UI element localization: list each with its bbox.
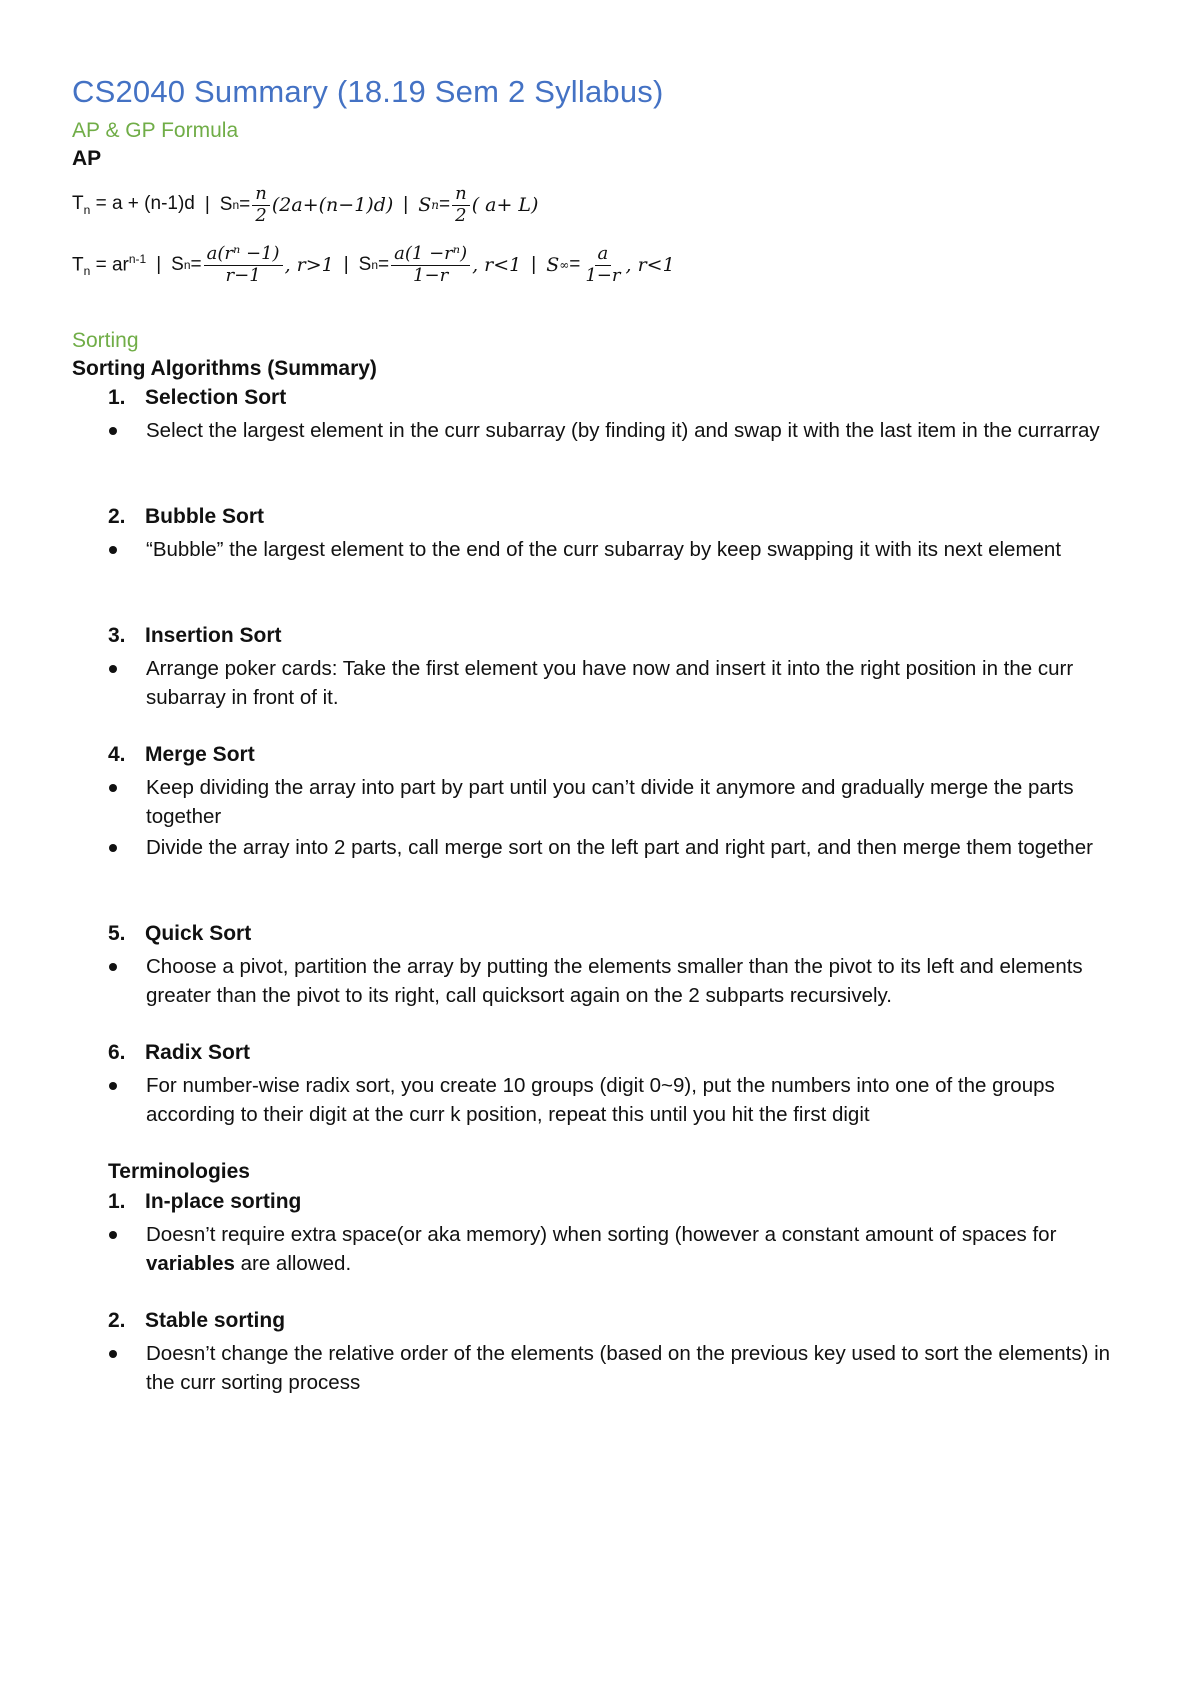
section-heading-ap-gp: AP & GP Formula — [72, 119, 239, 142]
algorithm-heading-radix-sort: 6. Radix Sort — [108, 1041, 251, 1064]
bullet-item: Choose a pivot, partition the array by putting the elements smaller than the pivot to its left and elements greater than the pivot to its right, call quicksort again on the 2 subparts recursively. — [146, 952, 1136, 1010]
algorithm-heading-quick-sort: 5. Quick Sort — [108, 922, 252, 945]
tn-gp-formula: $T_n = ar^{n-1}$ — [72, 251, 147, 279]
bullet-item: Keep dividing the array into part by part until you can’t divide it anymore and gradually merge the parts together — [146, 773, 1136, 831]
sorting-summary-heading: Sorting Algorithms (Summary) — [72, 357, 377, 380]
bullet-item: For number-wise radix sort, you create 10 groups (digit 0~9), put the numbers into one of the groups according to their digit at the curr k position, repeat this until you hit the first digit — [146, 1071, 1136, 1129]
sn-gp-formula-r-gt-1: S n = $\frac{\text{a(rⁿ −1)}}{r-1}$ , r>1 — [171, 242, 334, 286]
bullet-item: Arrange poker cards: Take the first element you have now and insert it into the right position in the curr subarray in front of it. — [146, 654, 1136, 712]
algorithm-heading-bubble-sort: 2. Bubble Sort — [108, 505, 264, 528]
formula-divider: | — [204, 194, 210, 215]
bullet-item: Doesn’t change the relative order of the elements (based on the previous key used to sort the elements) in the curr sorting process — [146, 1339, 1136, 1397]
formula-divider: | — [531, 254, 537, 275]
sn-gp-formula-r-lt-1: S n = $\frac{\text{a(1 −rⁿ)}}{1-r}$ , r<1 — [358, 242, 522, 286]
bullet-item: Select the largest element in the curr subarray (by finding it) and swap it with the last item in the currarray — [146, 416, 1136, 445]
formula-divider: | — [343, 254, 349, 275]
term-heading-in-place-sorting: 1. In-place sorting — [108, 1190, 302, 1213]
bullet-item: Divide the array into 2 parts, call merge sort on the left part and right part, and then merge them together — [146, 833, 1136, 862]
algorithm-heading-insertion-sort: 3. Insertion Sort — [108, 624, 282, 647]
s-infinity-formula: S ∞ = $\frac{a}{1-r}$ , r<1 — [546, 242, 675, 286]
gp-formula-line — [72, 240, 675, 290]
ap-formula-line — [72, 180, 538, 230]
term-heading-stable-sorting: 2. Stable sorting — [108, 1309, 286, 1332]
sn-ap-formula-1: S n = $\frac{n}{2}$ (2a+(n−1)d) — [219, 182, 394, 226]
sn-ap-formula-2: S n = $\frac{n}{2}$ ( a+ L) — [418, 182, 539, 226]
tn-ap-formula: $T_n = a + (n-1)d$ — [72, 193, 195, 217]
bullet-item: Doesn’t require extra space(or aka memory) when sorting (however a constant amount of spaces for variables are allowed. — [146, 1220, 1136, 1278]
algorithm-heading-merge-sort: 4. Merge Sort — [108, 743, 255, 766]
section-heading-sorting: Sorting — [72, 329, 139, 352]
formula-divider: | — [156, 254, 162, 275]
document-title: CS2040 Summary (18.19 Sem 2 Syllabus) — [72, 74, 664, 109]
bullet-item: “Bubble” the largest element to the end of the curr subarray by keep swapping it with its next element — [146, 535, 1136, 564]
formula-divider: | — [403, 194, 409, 215]
algorithm-heading-selection-sort: 1. Selection Sort — [108, 386, 287, 409]
ap-label: AP — [72, 147, 102, 170]
terminologies-heading: Terminologies — [108, 1160, 250, 1183]
